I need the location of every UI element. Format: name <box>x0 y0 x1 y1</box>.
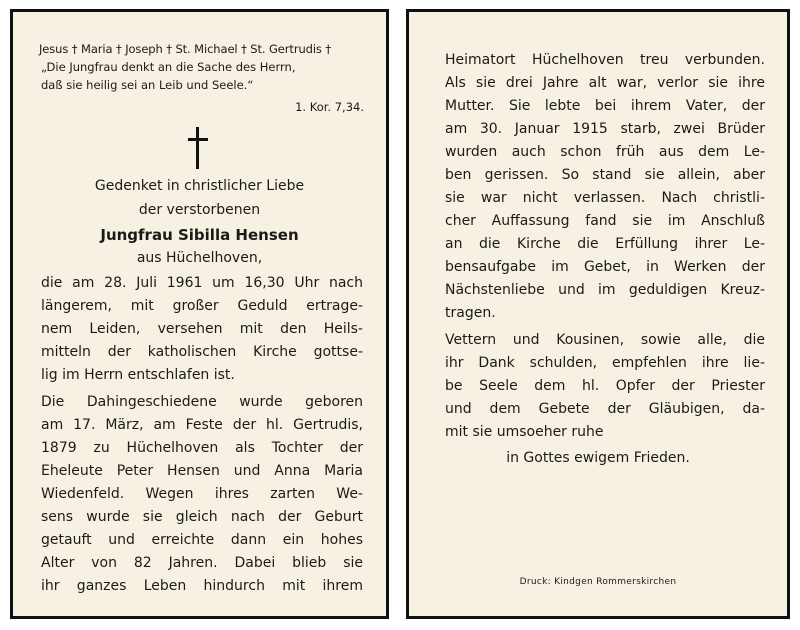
latin-cross-icon <box>188 127 208 169</box>
text-line: ben gerissen. So stand sie allein, aber <box>445 167 765 183</box>
text-line: wurden auch schon früh aus dem Le- <box>445 144 765 160</box>
text-line: mit sie umsoeher ruhe <box>445 424 604 440</box>
text-line: Vettern und Kousinen, sowie alle, die <box>445 332 765 348</box>
text-line: Heimatort Hüchelhoven treu verbunden. <box>445 52 765 68</box>
text-line: lig im Herrn entschlafen ist. <box>41 367 235 383</box>
deceased-name: Jungfrau Sibilla Hensen <box>100 226 299 244</box>
text-line: tragen. <box>445 305 496 321</box>
deceased-origin: aus Hüchelhoven, <box>136 250 263 266</box>
text-line: längerem, mit großer Geduld ertrage- <box>41 298 363 314</box>
memorial-card-back <box>406 9 790 619</box>
text-line: sie war nicht verlassen. Nach christli- <box>445 190 765 206</box>
bible-quote-reference: 1. Kor. 7,34. <box>295 100 364 114</box>
text-line: Alter von 82 Jahren. Dabei blieb sie <box>41 555 363 571</box>
saints-invocation: Jesus † Maria † Joseph † St. Michael † St. Gertrudis † <box>39 42 332 56</box>
text-line: die am 28. Juli 1961 um 16,30 Uhr nach <box>41 275 363 291</box>
text-line: cher Auffassung fand sie im Anschluß <box>445 213 765 229</box>
printer-credit: Druck: Kindgen Rommerskirchen <box>519 577 677 587</box>
text-line: Eheleute Peter Hensen und Anna Maria <box>41 463 363 479</box>
text-line: Nächstenliebe und im geduldigen Kreuz- <box>445 282 765 298</box>
text-line: getauft und erreichte dann ein hohes <box>41 532 363 548</box>
text-line: Wiedenfeld. Wegen ihres zarten We- <box>41 486 363 502</box>
text-line: ihr ganzes Leben hindurch mit ihrem <box>41 578 363 594</box>
closing-line: in Gottes ewigem Frieden. <box>506 450 690 466</box>
memorial-card-front <box>10 9 389 619</box>
text-line: am 30. Januar 1915 starb, zwei Brüder <box>445 121 765 137</box>
text-line: Die Dahingeschiedene wurde geboren <box>41 394 363 410</box>
text-line: mitteln der katholischen Kirche gottse- <box>41 344 363 360</box>
text-line: sens wurde sie gleich nach der Geburt <box>41 509 363 525</box>
text-line: und dem Gebete der Gläubigen, da- <box>445 401 765 417</box>
memorial-heading: Gedenket in christlicher Liebe <box>94 178 305 194</box>
text-line: am 17. März, am Feste der hl. Gertrudis, <box>41 417 363 433</box>
memorial-heading: der verstorbenen <box>138 202 261 218</box>
text-line: bensaufgabe im Gebet, in Werken der <box>445 259 765 275</box>
text-line: 1879 zu Hüchelhoven als Tochter der <box>41 440 363 456</box>
text-line: ihr Dank schulden, empfehlen ihre lie- <box>445 355 765 371</box>
text-line: Mutter. Sie lebte bei ihrem Vater, der <box>445 98 765 114</box>
text-line: be Seele dem hl. Opfer der Priester <box>445 378 765 394</box>
text-line: Als sie drei Jahre alt war, verlor sie ihre <box>445 75 765 91</box>
text-line: an die Kirche die Erfüllung ihrer Le- <box>445 236 765 252</box>
text-line: nem Leiden, versehen mit den Heils- <box>41 321 363 337</box>
bible-quote-line: „Die Jungfrau denkt an die Sache des Herrn, <box>41 60 296 74</box>
bible-quote-line: daß sie heilig sei an Leib und Seele.“ <box>41 78 254 92</box>
